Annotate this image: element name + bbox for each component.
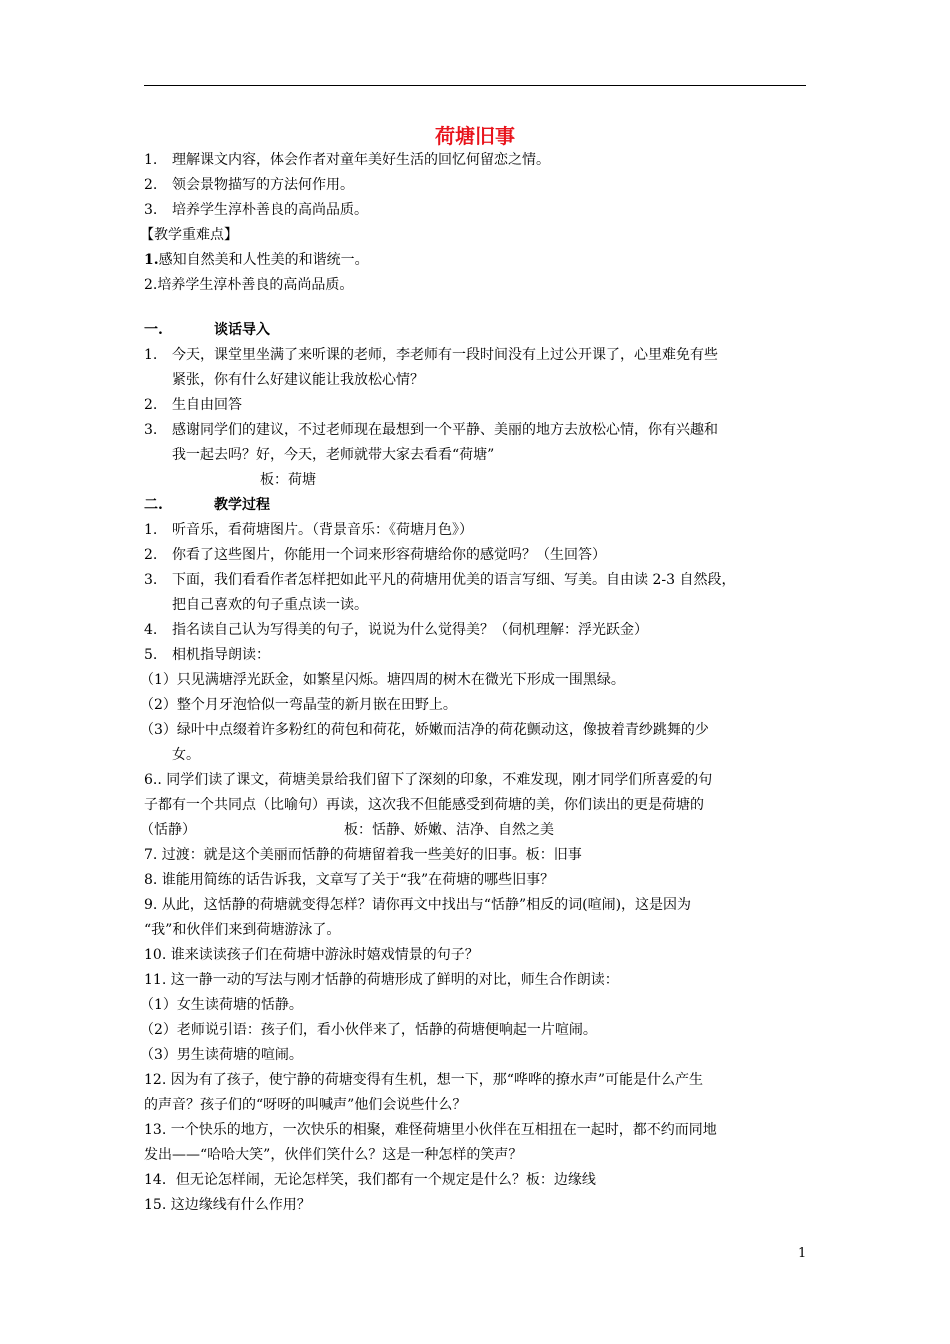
paragraph-line: （3）男生读荷塘的喧闹。 bbox=[140, 1047, 303, 1063]
section-heading: 一. 谈话导入 bbox=[144, 322, 270, 338]
goal-item: 2. 领会景物描写的方法何作用。 bbox=[144, 177, 354, 193]
paragraph-line: 6.. 同学们读了课文，荷塘美景给我们留下了深刻的印象，不难发现，刚才同学们所喜爱的句 bbox=[144, 772, 713, 788]
paragraph-line: 13. 一个快乐的地方，一次快乐的相聚，难怪荷塘里小伙伴在互相扭在一起时，都不约而同地 bbox=[144, 1122, 717, 1138]
key-point: 2.培养学生淳朴善良的高尚品质。 bbox=[144, 277, 354, 293]
key-heading: 【教学重难点】 bbox=[140, 227, 238, 243]
paragraph-line: （2）老师说引语：孩子们，看小伙伴来了，恬静的荷塘便响起一片喧闹。 bbox=[140, 1022, 597, 1038]
paragraph-line: 10. 谁来读读孩子们在荷塘中游泳时嬉戏情景的句子？ bbox=[144, 947, 479, 963]
list-item: 2. 你看了这些图片，你能用一个词来形容荷塘给你的感觉吗？（生回答） bbox=[144, 547, 606, 563]
header-rule bbox=[144, 85, 806, 86]
list-item-continued: 把自己喜欢的句子重点读一读。 bbox=[172, 597, 368, 613]
paragraph-line: 的声音？孩子们的“呀呀的叫喊声”他们会说些什么？ bbox=[144, 1097, 467, 1113]
paragraph-line: “我”和伙伴们来到荷塘游泳了。 bbox=[144, 922, 341, 938]
section-heading: 二. 教学过程 bbox=[144, 497, 270, 513]
paragraph-line: 7. 过渡：就是这个美丽而恬静的荷塘留着我一些美好的旧事。板：旧事 bbox=[144, 847, 582, 863]
board-note: 板：荷塘 bbox=[260, 472, 316, 488]
paragraph-line: 15. 这边缘线有什么作用？ bbox=[144, 1197, 311, 1213]
page-number: 1 bbox=[798, 1246, 807, 1261]
list-item: 3. 下面，我们看看作者怎样把如此平凡的荷塘用优美的语言写细、写美。自由读 2-3 自然段， bbox=[144, 572, 736, 588]
list-item: 5. 相机指导朗读： bbox=[144, 647, 270, 663]
list-item: 1. 听音乐，看荷塘图片。（背景音乐：《荷塘月色》） bbox=[144, 522, 473, 538]
paragraph-line: （1）女生读荷塘的恬静。 bbox=[140, 997, 303, 1013]
goal-item: 3. 培养学生淳朴善良的高尚品质。 bbox=[144, 202, 368, 218]
reading-item-continued: 女。 bbox=[172, 747, 200, 763]
board-note: 板：恬静、娇嫩、洁净、自然之美 bbox=[344, 822, 554, 838]
list-item: 2. 生自由回答 bbox=[144, 397, 242, 413]
paragraph-line: 8. 谁能用简练的话告诉我，文章写了关于“我”在荷塘的哪些旧事？ bbox=[144, 872, 555, 888]
document-body bbox=[140, 148, 808, 1218]
paragraph-line: 发出——“哈哈大笑”，伙伴们笑什么？这是一种怎样的笑声？ bbox=[144, 1147, 523, 1163]
reading-item: （3）绿叶中点缀着许多粉红的荷包和荷花，娇嫩而洁净的荷花颤动这，像披着青纱跳舞的少 bbox=[140, 722, 709, 738]
document-title: 荷塘旧事 bbox=[435, 124, 515, 148]
list-item: 1. 今天，课堂里坐满了来听课的老师，李老师有一段时间没有上过公开课了，心里难免有些 bbox=[144, 347, 718, 363]
paragraph-line: 12. 因为有了孩子，使宁静的荷塘变得有生机，想一下，那“哗哗的撩水声”可能是什么产生 bbox=[144, 1072, 704, 1088]
paragraph-line: （恬静） 板：恬静、娇嫩、洁净、自然之美 bbox=[144, 818, 808, 843]
paragraph-line: 11. 这一静一动的写法与刚才恬静的荷塘形成了鲜明的对比，师生合作朗读： bbox=[144, 972, 619, 988]
list-item: 3. 感谢同学们的建议，不过老师现在最想到一个平静、美丽的地方去放松心情，你有兴趣和 bbox=[144, 422, 718, 438]
paragraph-line: 子都有一个共同点（比喻句）再读，这次我不但能感受到荷塘的美，你们读出的更是荷塘的 bbox=[144, 797, 704, 813]
paragraph-line: 9. 从此，这恬静的荷塘就变得怎样？请你再文中找出与“恬静”相反的词(喧闹)，这是因为 bbox=[144, 897, 692, 913]
reading-item: （2）整个月牙泡恰似一弯晶莹的新月嵌在田野上。 bbox=[140, 697, 457, 713]
list-item-continued: 我一起去吗？好，今天，老师就带大家去看看“荷塘” bbox=[172, 447, 495, 463]
goal-item: 1. 理解课文内容，体会作者对童年美好生活的回忆何留恋之情。 bbox=[144, 152, 550, 168]
list-item-continued: 紧张，你有什么好建议能让我放松心情？ bbox=[172, 372, 424, 388]
key-point: 1.感知自然美和人性美的和谐统一。 bbox=[144, 252, 369, 268]
paragraph-line: 14．但无论怎样闹，无论怎样笑，我们都有一个规定是什么？板：边缘线 bbox=[144, 1172, 596, 1188]
reading-item: （1）只见满塘浮光跃金，如繁星闪烁。塘四周的树木在微光下形成一围黑绿。 bbox=[140, 672, 625, 688]
list-item: 4. 指名读自己认为写得美的句子，说说为什么觉得美？（伺机理解：浮光跃金） bbox=[144, 622, 648, 638]
